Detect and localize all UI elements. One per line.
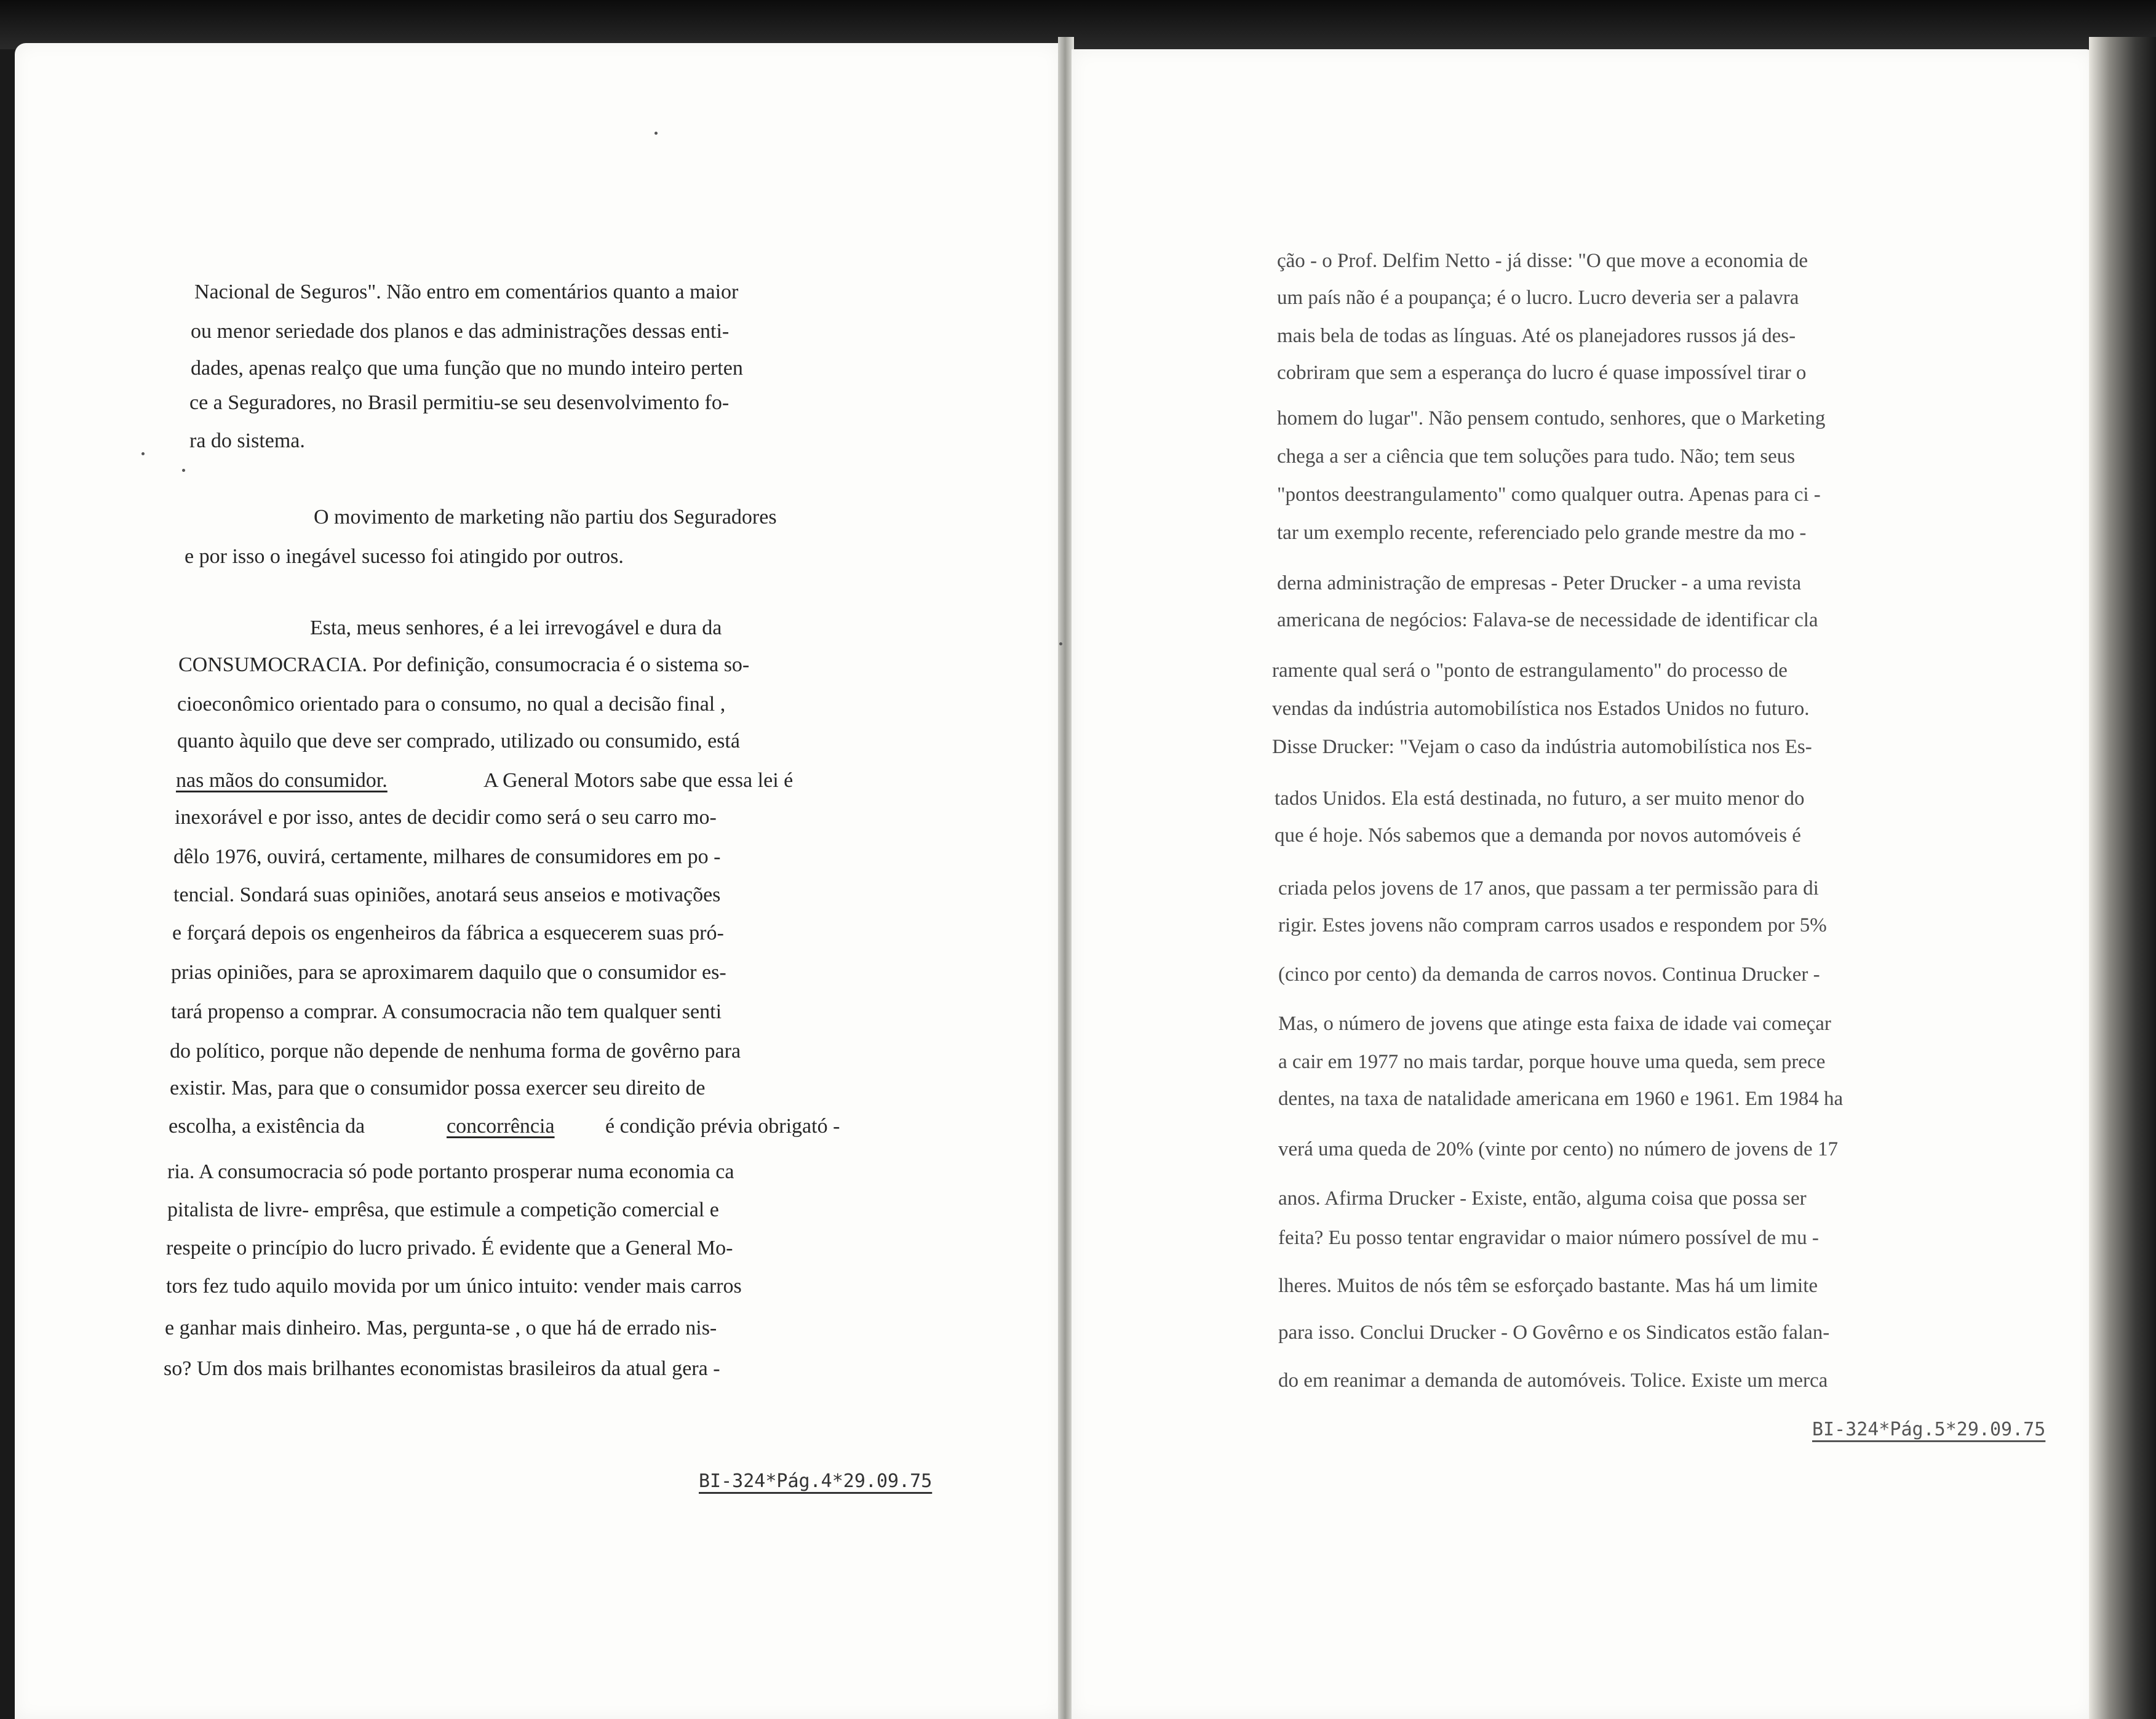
text-line: que é hoje. Nós sabemos que a demanda por novos automóveis é <box>1275 824 1801 847</box>
text-line: tará propenso a comprar. A consumocracia não tem qualquer senti <box>171 1000 722 1023</box>
text-line: ria. A consumocracia só pode portanto prosperar numa economia ca <box>167 1160 734 1183</box>
text-line: derna administração de empresas - Peter Drucker - a uma revista <box>1277 572 1802 594</box>
text-line-underlined: nas mãos do consumidor. <box>176 769 388 792</box>
text-line: a cair em 1977 no mais tardar, porque houve uma queda, sem prece <box>1278 1051 1826 1073</box>
text-line: mais bela de todas as línguas. Até os planejadores russos já des- <box>1277 325 1796 347</box>
text-line: feita? Eu posso tentar engravidar o maior número possível de mu - <box>1278 1227 1819 1249</box>
text-line: para isso. Conclui Drucker - O Govêrno e os Sindicatos estão falan- <box>1278 1322 1830 1344</box>
text-line: um país não é a poupança; é o lucro. Lucro deveria ser a palavra <box>1277 287 1799 309</box>
text-line: Disse Drucker: "Vejam o caso da indústria automobilística nos Es- <box>1272 736 1812 758</box>
scanner-background <box>0 0 2156 49</box>
text-line: homem do lugar". Não pensem contudo, senhores, que o Marketing <box>1277 407 1826 429</box>
page-edge-shadow <box>2089 37 2156 1719</box>
text-line: existir. Mas, para que o consumidor possa exercer seu direito de <box>170 1077 706 1099</box>
text-line: ou menor seriedade dos planos e das administrações dessas enti- <box>191 320 730 343</box>
text-line: (cinco por cento) da demanda de carros novos. Continua Drucker - <box>1278 963 1820 986</box>
text-line: quanto àquilo que deve ser comprado, utilizado ou consumido, está <box>177 730 740 752</box>
text-line: criada pelos jovens de 17 anos, que passam a ter permissão para di <box>1278 877 1819 899</box>
speck <box>654 132 658 135</box>
text-line: tados Unidos. Ela está destinada, no futuro, a ser muito menor do <box>1275 788 1805 810</box>
text-line: americana de negócios: Falava-se de necessidade de identificar cla <box>1277 609 1818 631</box>
text-line: lheres. Muitos de nós têm se esforçado bastante. Mas há um limite <box>1278 1275 1818 1297</box>
text-line: inexorável e por isso, antes de decidir como será o seu carro mo- <box>175 806 717 829</box>
text-line: Nacional de Seguros". Não entro em comentários quanto a maior <box>194 281 739 303</box>
text-line: so? Um dos mais brilhantes economistas brasileiros da atual gera - <box>164 1357 720 1380</box>
text-line: dades, apenas realço que uma função que no mundo inteiro perten <box>191 357 743 380</box>
speck <box>141 452 145 455</box>
text-line: ramente qual será o "ponto de estrangulamento" do processo de <box>1272 660 1788 682</box>
text-line: Esta, meus senhores, é a lei irrevogável e dura da <box>310 616 722 639</box>
text-line: e forçará depois os engenheiros da fábrica a esquecerem suas pró- <box>172 922 724 944</box>
text-line: cobriram que sem a esperança do lucro é quase impossível tirar o <box>1277 362 1807 384</box>
text-line: Mas, o número de jovens que atinge esta faixa de idade vai começar <box>1278 1013 1831 1035</box>
text-line: tencial. Sondará suas opiniões, anotará seus anseios e motivações <box>173 883 721 906</box>
text-line: chega a ser a ciência que tem soluções para tudo. Não; tem seus <box>1277 445 1796 468</box>
text-line: do em reanimar a demanda de automóveis. Tolice. Existe um merca <box>1278 1370 1828 1392</box>
text-line: ção - o Prof. Delfim Netto - já disse: "O que move a economia de <box>1277 250 1808 272</box>
text-line: ra do sistema. <box>189 429 305 452</box>
text-line-underlined: concorrência <box>447 1115 555 1138</box>
text-line: e ganhar mais dinheiro. Mas, pergunta-se , o que há de errado nis- <box>165 1317 717 1339</box>
text-line: tar um exemplo recente, referenciado pelo grande mestre da mo - <box>1277 522 1807 544</box>
spine-mark <box>1059 642 1062 645</box>
text-line: anos. Afirma Drucker - Existe, então, alguma coisa que possa ser <box>1278 1187 1807 1210</box>
text-line: ce a Seguradores, no Brasil permitiu-se seu desenvolvimento fo- <box>189 391 730 414</box>
text-line: A General Motors sabe que essa lei é <box>483 769 794 792</box>
page-footer-right: BI-324*Pág.5*29.09.75 <box>1812 1419 2046 1440</box>
text-line: rigir. Estes jovens não compram carros usados e respondem por 5% <box>1278 914 1827 936</box>
text-line: dentes, na taxa de natalidade americana em 1960 e 1961. Em 1984 ha <box>1278 1088 1844 1110</box>
text-line: dêlo 1976, ouvirá, certamente, milhares de consumidores em po - <box>173 845 721 868</box>
text-line: é condição prévia obrigató - <box>605 1115 840 1138</box>
text-line: O movimento de marketing não partiu dos Seguradores <box>314 506 777 528</box>
text-line: prias opiniões, para se aproximarem daquilo que o consumidor es- <box>171 961 726 984</box>
text-line: tors fez tudo aquilo movida por um único intuito: vender mais carros <box>166 1275 742 1298</box>
text-line: CONSUMOCRACIA. Por definição, consumocracia é o sistema so- <box>178 653 750 676</box>
text-line: respeite o princípio do lucro privado. É evidente que a General Mo- <box>166 1237 733 1259</box>
text-line: cioeconômico orientado para o consumo, no qual a decisão final , <box>177 693 726 716</box>
text-line: vendas da indústria automobilística nos Estados Unidos no futuro. <box>1272 698 1810 720</box>
text-line: "pontos deestrangulamento" como qualquer outra. Apenas para ci - <box>1277 484 1821 506</box>
text-line: verá uma queda de 20% (vinte por cento) no número de jovens de 17 <box>1278 1138 1838 1160</box>
text-line: do político, porque não depende de nenhuma forma de govêrno para <box>170 1040 741 1063</box>
page-footer-left: BI-324*Pág.4*29.09.75 <box>699 1470 933 1492</box>
text-line: escolha, a existência da <box>169 1115 365 1138</box>
speck <box>182 469 185 472</box>
text-line: pitalista de livre- emprêsa, que estimule a competição comercial e <box>167 1199 719 1221</box>
text-line: e por isso o inegável sucesso foi atingido por outros. <box>185 545 624 568</box>
